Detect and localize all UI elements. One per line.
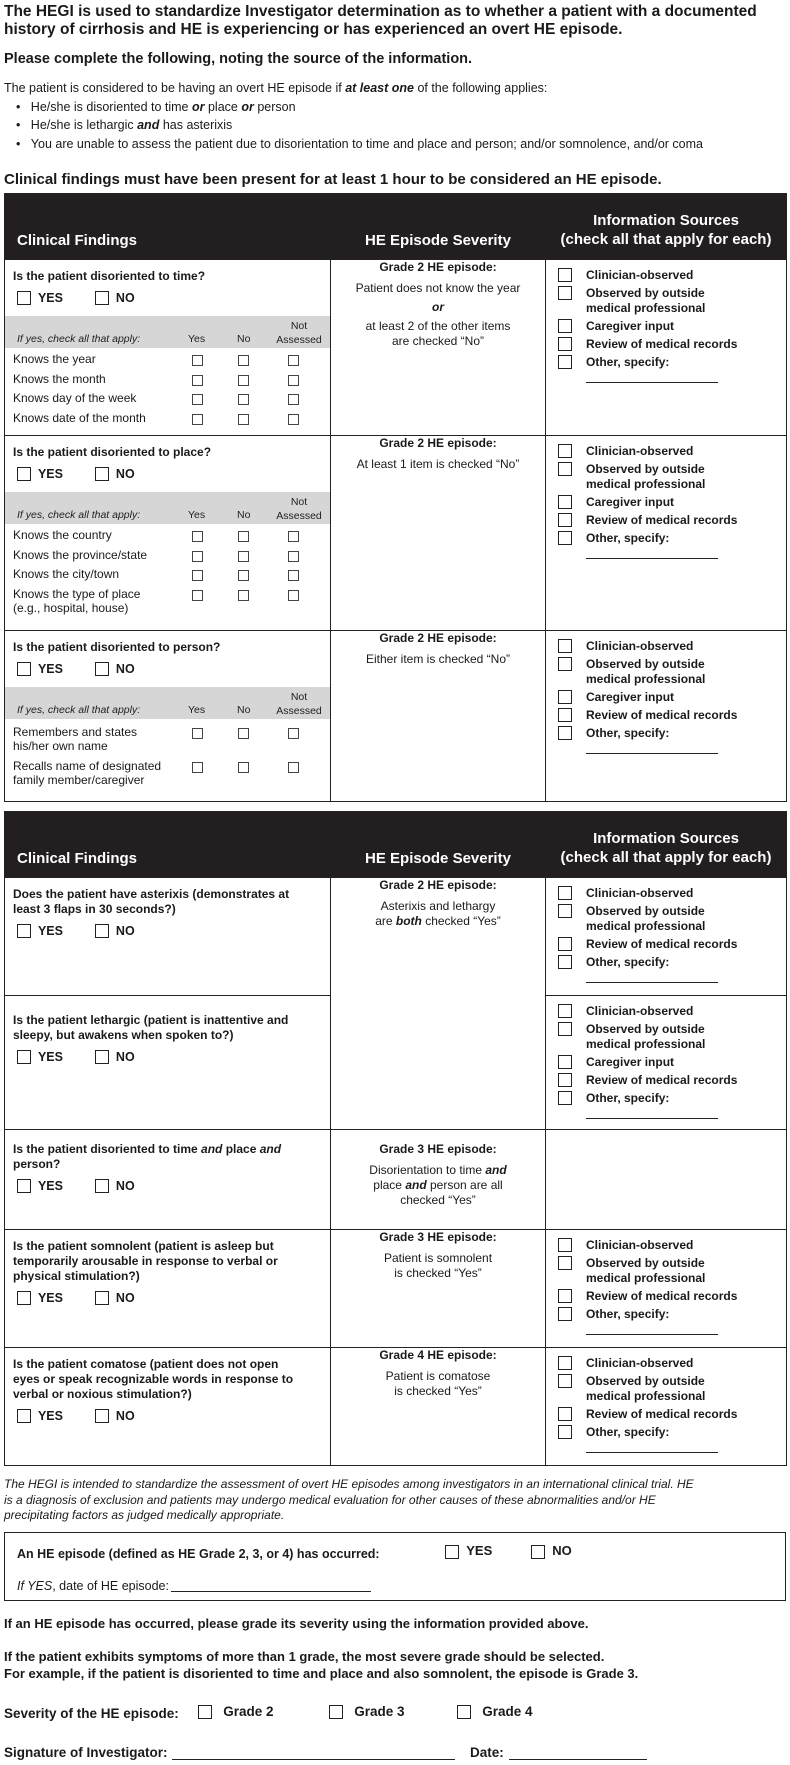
place-src-outside[interactable]	[558, 462, 572, 476]
time-item-4-na[interactable]	[288, 414, 299, 425]
symptoms-table	[4, 811, 787, 1466]
person-src-other[interactable]	[558, 726, 572, 740]
time-item-2-na[interactable]	[288, 375, 299, 386]
severity-time: Grade 2 HE episode: Patient does not know the year or at least 2 of the other items are checked “No”	[331, 260, 546, 436]
finding-asterixis: Does the patient have asterixis (demonstrates at least 3 flaps in 30 seconds?) YES NO	[5, 878, 331, 996]
person-src-clinician[interactable]	[558, 639, 572, 653]
person-src-records[interactable]	[558, 708, 572, 722]
time-item-1-yes[interactable]	[192, 355, 203, 366]
severity-somnolent: Grade 3 HE episode: Patient is somnolent is checked “Yes”	[331, 1230, 546, 1348]
time-item-2: Knows the month	[5, 372, 330, 392]
severity-person: Grade 2 HE episode: Either item is checked “No”	[331, 631, 546, 802]
place-item-1-na[interactable]	[288, 531, 299, 542]
sources-somnolent: Clinician-observed Observed by outside medical professional Review of medical records Other, specify:	[546, 1230, 787, 1348]
date-field[interactable]	[509, 1759, 647, 1760]
asterixis-src-outside[interactable]	[558, 904, 572, 918]
place-item-3: Knows the city/town	[5, 567, 330, 587]
time-item-3-yes[interactable]	[192, 394, 203, 405]
finding-place: Is the patient disoriented to place? YES NO If yes, check all that apply: Yes No Not Assessed Knows the country Knows the province/state Knows the city/town Knows the type of place (e.g., hospital, house)	[5, 436, 331, 631]
time-no-checkbox[interactable]	[95, 291, 109, 305]
person-item-1-no[interactable]	[238, 728, 249, 739]
signature-field[interactable]	[172, 1759, 455, 1760]
severity-place: Grade 2 HE episode: At least 1 item is checked “No”	[331, 436, 546, 631]
time-src-caregiver[interactable]	[558, 319, 572, 333]
comatose-no-checkbox[interactable]	[95, 1409, 109, 1423]
place-item-4-na[interactable]	[288, 590, 299, 601]
duration-note: Clinical findings must have been present for at least 1 hour to be considered an HE episode.	[4, 171, 662, 188]
question-all-three: Is the patient disoriented to time and place and person?	[13, 1142, 282, 1171]
place-item-2-na[interactable]	[288, 551, 299, 562]
question-lethargic: Is the patient lethargic (patient is inattentive and sleepy, but awakens when spoken to?)	[13, 1013, 289, 1042]
grade2-checkbox[interactable]	[198, 1705, 212, 1719]
subitem-header: If yes, check all that apply: Yes No Not Assessed	[5, 316, 330, 348]
header-sources: Information Sources (check all that apply for each)	[546, 812, 787, 878]
subitem-header: If yes, check all that apply: Yes No Not Assessed	[5, 687, 330, 719]
time-src-clinician[interactable]	[558, 268, 572, 282]
asterixis-src-records[interactable]	[558, 937, 572, 951]
episode-yes-checkbox[interactable]	[445, 1545, 459, 1559]
criteria-bullet-2: • He/she is lethargic and has asterixis	[16, 118, 233, 132]
severity-all-three: Grade 3 HE episode: Disorientation to time and place and person are all checked “Yes”	[331, 1130, 546, 1230]
somnolent-yes-checkbox[interactable]	[17, 1291, 31, 1305]
comatose-src-records[interactable]	[558, 1407, 572, 1421]
place-yes-checkbox[interactable]	[17, 467, 31, 481]
time-item-3: Knows day of the week	[5, 391, 330, 411]
place-src-clinician[interactable]	[558, 444, 572, 458]
time-item-4-yes[interactable]	[192, 414, 203, 425]
place-no-checkbox[interactable]	[95, 467, 109, 481]
header-findings: Clinical Findings	[5, 194, 331, 260]
question-comatose: Is the patient comatose (patient does not open eyes or speak recognizable words in response to verbal or noxious stimulation?)	[13, 1357, 294, 1401]
time-item-4-no[interactable]	[238, 414, 249, 425]
lethargic-src-outside[interactable]	[558, 1022, 572, 1036]
time-item-4: Knows date of the month	[5, 411, 330, 431]
lethargic-other-field[interactable]	[586, 1109, 718, 1119]
time-item-3-no[interactable]	[238, 394, 249, 405]
person-item-1-yes[interactable]	[192, 728, 203, 739]
place-item-3-na[interactable]	[288, 570, 299, 581]
episode-date-label: If YES, date of HE episode:	[17, 1579, 169, 1593]
criteria-lead: The patient is considered to be having an overt HE episode if at least one of the following applies:	[4, 81, 548, 95]
somnolent-src-records[interactable]	[558, 1289, 572, 1303]
sources-place: Clinician-observed Observed by outside medical professional Caregiver input Review of medical records Other, specify:	[546, 436, 787, 631]
comatose-src-clinician[interactable]	[558, 1356, 572, 1370]
lethargic-src-caregiver[interactable]	[558, 1055, 572, 1069]
time-item-2-no[interactable]	[238, 375, 249, 386]
person-other-field[interactable]	[586, 744, 718, 754]
all-three-yes-checkbox[interactable]	[17, 1179, 31, 1193]
time-other-field[interactable]	[586, 373, 718, 383]
finding-lethargic: Is the patient lethargic (patient is inattentive and sleepy, but awakens when spoken to?) YES NO	[5, 996, 331, 1130]
place-src-records[interactable]	[558, 513, 572, 527]
finding-person: Is the patient disoriented to person? YES NO If yes, check all that apply: Yes No Not Assessed Remembers and states his/her own name Recalls name of designated family member/caregiver	[5, 631, 331, 802]
comatose-yes-checkbox[interactable]	[17, 1409, 31, 1423]
place-item-1-yes[interactable]	[192, 531, 203, 542]
somnolent-src-other[interactable]	[558, 1307, 572, 1321]
person-src-outside[interactable]	[558, 657, 572, 671]
asterixis-src-other[interactable]	[558, 955, 572, 969]
time-item-3-na[interactable]	[288, 394, 299, 405]
place-item-4-no[interactable]	[238, 590, 249, 601]
person-item-2: Recalls name of designated family member/caregiver	[5, 759, 330, 791]
criteria-bullet-1: • He/she is disoriented to time or place or person	[16, 100, 296, 114]
episode-box: An HE episode (defined as HE Grade 2, 3, or 4) has occurred: YES NO If YES, date of HE episode:	[4, 1532, 786, 1601]
place-src-caregiver[interactable]	[558, 495, 572, 509]
asterixis-yes-checkbox[interactable]	[17, 924, 31, 938]
lethargic-yes-checkbox[interactable]	[17, 1050, 31, 1064]
header-severity: HE Episode Severity	[331, 194, 546, 260]
sources-all-three	[546, 1130, 787, 1230]
severity-label: Severity of the HE episode:	[4, 1706, 179, 1721]
sources-lethargic: Clinician-observed Observed by outside medical professional Caregiver input Review of medical records Other, specify:	[546, 996, 787, 1130]
place-item-2-no[interactable]	[238, 551, 249, 562]
place-src-other[interactable]	[558, 531, 572, 545]
person-item-2-na[interactable]	[288, 762, 299, 773]
person-src-caregiver[interactable]	[558, 690, 572, 704]
sources-time: Clinician-observed Observed by outside medical professional Caregiver input Review of medical records Other, specify:	[546, 260, 787, 436]
person-item-2-no[interactable]	[238, 762, 249, 773]
person-item-1-na[interactable]	[288, 728, 299, 739]
subitem-header: If yes, check all that apply: Yes No Not Assessed	[5, 492, 330, 524]
time-src-records[interactable]	[558, 337, 572, 351]
episode-occurred-label: An HE episode (defined as HE Grade 2, 3, or 4) has occurred:	[17, 1547, 380, 1561]
asterixis-no-checkbox[interactable]	[95, 924, 109, 938]
multi-grade-instruction: If the patient exhibits symptoms of more than 1 grade, the most severe grade should be selected. For example, if the patient is disoriented to time and place and also somnolent, the episode is Grade 3.	[4, 1649, 639, 1681]
time-src-outside[interactable]	[558, 286, 572, 300]
header-severity: HE Episode Severity	[331, 812, 546, 878]
instruction: Please complete the following, noting the source of the information.	[4, 51, 473, 67]
finding-somnolent: Is the patient somnolent (patient is asleep but temporarily arousable in response to verbal or physical stimulation?) YES NO	[5, 1230, 331, 1348]
time-src-other[interactable]	[558, 355, 572, 369]
lethargic-src-other[interactable]	[558, 1091, 572, 1105]
person-item-2-yes[interactable]	[192, 762, 203, 773]
footer-note: The HEGI is intended to standardize the assessment of overt HE episodes among investigators in an international clinical trial. HE is a diagnosis of exclusion and patients may undergo medical evaluation for other causes of these abnormalities and/or HE precipitating factors as judged medically appropriate.	[4, 1477, 694, 1522]
place-item-4-yes[interactable]	[192, 590, 203, 601]
lethargic-no-checkbox[interactable]	[95, 1050, 109, 1064]
grade3-checkbox[interactable]	[329, 1705, 343, 1719]
grade4-checkbox[interactable]	[457, 1705, 471, 1719]
place-other-field[interactable]	[586, 549, 718, 559]
place-item-4: Knows the type of place (e.g., hospital, house)	[5, 587, 330, 619]
asterixis-src-clinician[interactable]	[558, 886, 572, 900]
question-person: Is the patient disoriented to person?	[13, 640, 221, 654]
person-yes-checkbox[interactable]	[17, 662, 31, 676]
time-item-1-na[interactable]	[288, 355, 299, 366]
comatose-src-outside[interactable]	[558, 1374, 572, 1388]
severity-asterixis-lethargy: Grade 2 HE episode: Asterixis and lethargy are both checked “Yes”	[331, 878, 546, 1130]
sources-asterixis: Clinician-observed Observed by outside medical professional Review of medical records Other, specify:	[546, 878, 787, 996]
finding-time: Is the patient disoriented to time? YES NO If yes, check all that apply: Yes No Not Assessed Knows the year Knows the month Knows day of the week Knows date of the month	[5, 260, 331, 436]
grade-instruction: If an HE episode has occurred, please grade its severity using the information provided above.	[4, 1616, 589, 1631]
somnolent-other-field[interactable]	[586, 1325, 718, 1335]
question-somnolent: Is the patient somnolent (patient is asleep but temporarily arousable in response to verbal or physical stimulation?)	[13, 1239, 278, 1283]
place-item-3-yes[interactable]	[192, 570, 203, 581]
episode-no-checkbox[interactable]	[531, 1545, 545, 1559]
somnolent-src-outside[interactable]	[558, 1256, 572, 1270]
orientation-table	[4, 193, 787, 802]
time-yes-checkbox[interactable]	[17, 291, 31, 305]
form-title: The HEGI is used to standardize Investigator determination as to whether a patient with a documented history of cirrhosis and HE is experiencing or has experienced an overt HE episode.	[4, 3, 757, 38]
place-item-1: Knows the country	[5, 528, 330, 548]
criteria-bullet-3: • You are unable to assess the patient due to disorientation to time and place and person; and/or somnolence, and/or coma	[16, 137, 704, 151]
place-item-2: Knows the province/state	[5, 548, 330, 568]
somnolent-no-checkbox[interactable]	[95, 1291, 109, 1305]
place-item-3-no[interactable]	[238, 570, 249, 581]
question-time: Is the patient disoriented to time?	[13, 269, 206, 283]
comatose-other-field[interactable]	[586, 1443, 718, 1453]
finding-comatose: Is the patient comatose (patient does not open eyes or speak recognizable words in response to verbal or noxious stimulation?) YES NO	[5, 1348, 331, 1466]
finding-all-three: Is the patient disoriented to time and place and person? YES NO	[5, 1130, 331, 1230]
comatose-src-other[interactable]	[558, 1425, 572, 1439]
time-item-2-yes[interactable]	[192, 375, 203, 386]
question-place: Is the patient disoriented to place?	[13, 445, 212, 459]
place-item-1-no[interactable]	[238, 531, 249, 542]
person-item-1: Remembers and states his/her own name	[5, 725, 330, 759]
sources-person: Clinician-observed Observed by outside medical professional Caregiver input Review of medical records Other, specify:	[546, 631, 787, 802]
signature-label: Signature of Investigator:	[4, 1745, 168, 1760]
time-item-1-no[interactable]	[238, 355, 249, 366]
somnolent-src-clinician[interactable]	[558, 1238, 572, 1252]
lethargic-src-clinician[interactable]	[558, 1004, 572, 1018]
lethargic-src-records[interactable]	[558, 1073, 572, 1087]
question-asterixis: Does the patient have asterixis (demonstrates at least 3 flaps in 30 seconds?)	[13, 887, 290, 916]
asterixis-other-field[interactable]	[586, 973, 718, 983]
severity-comatose: Grade 4 HE episode: Patient is comatose is checked “Yes”	[331, 1348, 546, 1466]
all-three-no-checkbox[interactable]	[95, 1179, 109, 1193]
person-no-checkbox[interactable]	[95, 662, 109, 676]
place-item-2-yes[interactable]	[192, 551, 203, 562]
episode-date-field[interactable]	[171, 1591, 371, 1592]
time-item-1: Knows the year	[5, 352, 330, 372]
sources-comatose: Clinician-observed Observed by outside medical professional Review of medical records Other, specify:	[546, 1348, 787, 1466]
date-label: Date:	[470, 1745, 504, 1760]
header-sources: Information Sources (check all that apply for each)	[546, 194, 787, 260]
header-findings: Clinical Findings	[5, 812, 331, 878]
